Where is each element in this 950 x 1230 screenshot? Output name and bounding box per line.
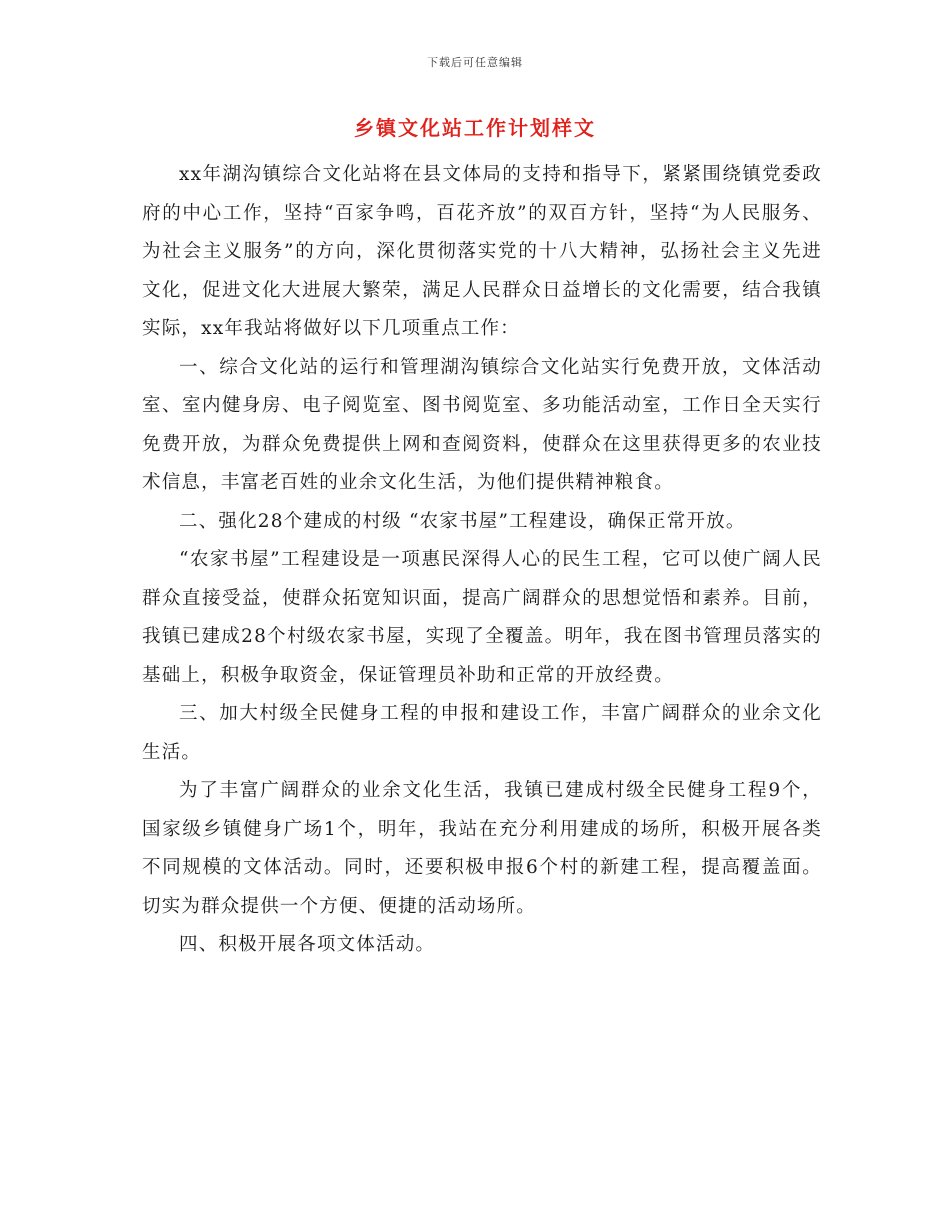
paragraph-section-1: 一、综合文化站的运行和管理湖沟镇综合文化站实行免费开放，文体活动室、室内健身房、电子阅览室、图书阅览室、多功能活动室，工作日全天实行免费开放，为群众免费提供上网和查阅资料，使群众在这里获得更多的农业技术信息，丰富老百姓的业余文化生活，为他们提供精神粮食。	[142, 356, 822, 493]
paragraph-section-2-body: “农家书屋”工程建设是一项惠民深得人心的民生工程，它可以使广阔人民群众直接受益，使群众拓宽知识面，提高广阔群众的思想觉悟和素养。目前，我镇已建成28个村级农家书屋，实现了全覆盖。明年，我在图书管理员落实的基础上，积极争取资金，保证管理员补助和正常的开放经费。	[142, 549, 822, 686]
paragraph-intro: xx年湖沟镇综合文化站将在县文体局的支持和指导下，紧紧围绕镇党委政府的中心工作，坚持“百家争鸣，百花齐放”的双百方针，坚持“为人民服务、为社会主义服务”的方向，深化贯彻落实党的十八大精神，弘扬社会主义先进文化，促进文化大进展大繁荣，满足人民群众日益增长的文化需要，结合我镇实际，xx年我站将做好以下几项重点工作：	[142, 164, 822, 339]
header-note: 下载后可任意编辑	[427, 56, 523, 69]
paragraph-section-2-heading: 二、强化28个建成的村级 “农家书屋”工程建设，确保正常开放。	[179, 510, 746, 532]
document-title: 乡镇文化站工作计划样文	[354, 116, 596, 140]
paragraph-section-3-heading: 三、加大村级全民健身工程的申报和建设工作，丰富广阔群众的业余文化生活。	[142, 703, 822, 763]
paragraph-section-3-body: 为了丰富广阔群众的业余文化生活，我镇已建成村级全民健身工程9个，国家级乡镇健身广场1个，明年，我站在充分利用建成的场所，积极开展各类不同规模的文体活动。同时，还要积极申报6个村的新建工程，提高覆盖面。切实为群众提供一个方便、便捷的活动场所。	[142, 780, 822, 917]
paragraph-section-4-heading: 四、积极开展各项文体活动。	[179, 934, 436, 955]
document-body	[142, 156, 822, 965]
